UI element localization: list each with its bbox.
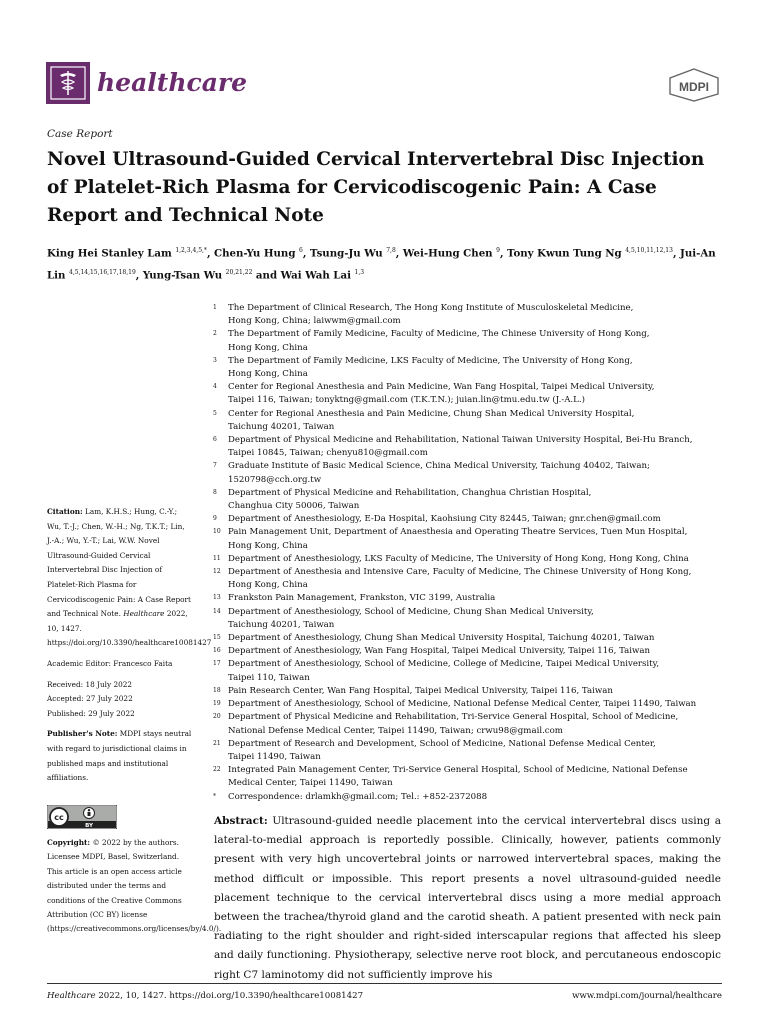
affiliation-line: Department of Anesthesiology, Wan Fang Hospital, Taipei Medical University, Taipei 116, Taiwan xyxy=(228,646,651,657)
citation-doi[interactable]: 2022, 10, 1427. https://doi.org/10.3390/healthcare10081427 xyxy=(47,609,212,648)
footer-journal: Healthcare xyxy=(47,991,96,1001)
author-name: Tony Kwun Tung Ng xyxy=(507,247,622,260)
affiliation-number: 18 xyxy=(213,686,221,694)
affiliation-item xyxy=(213,355,728,381)
affiliation-item xyxy=(213,606,728,632)
affiliation-line: Medical Center, Taipei 11490, Taiwan xyxy=(228,778,393,789)
affiliation-item xyxy=(213,658,728,684)
affiliation-line: Taichung 40201, Taiwan xyxy=(228,619,335,630)
citation-label: Citation: xyxy=(47,507,83,516)
affiliation-item xyxy=(213,526,728,552)
author-name: Wai Wah Lai xyxy=(280,269,351,282)
abstract-label: Abstract: xyxy=(214,815,268,827)
accepted-date: Accepted: 27 July 2022 xyxy=(47,694,133,704)
author-name: Jui-An Lin xyxy=(47,247,716,282)
affiliation-line: Hong Kong, China xyxy=(228,369,308,380)
affiliation-number: 3 xyxy=(213,356,217,364)
affiliation-item xyxy=(213,764,728,790)
affiliation-item xyxy=(213,513,728,526)
citation-text: Lam, K.H.S.; Hung, C.-Y.; Wu, T.-J.; Chen, W.-H.; Ng, T.K.T.; Lin, J.-A.; Wu, Y.-T.; Lai, W.W. Novel Ultrasound-Guided Cervical Intervertebral Disc Injection of Platelet-Rich Plasma for Cervicodiscogenic Pain: A Case Report and Technical Note. xyxy=(47,507,191,619)
affiliation-item xyxy=(213,791,728,804)
received-date: Received: 18 July 2022 xyxy=(47,679,133,689)
affiliation-item xyxy=(213,460,728,486)
abstract-text: Ultrasound-guided needle placement into the cervical intervertebral discs using a lateral-to-medial approach is reportedly possible. Clinically, however, patients commonly present with very high uncovertebral joints or narrowed intervertebral spaces, making the method difficult or impossible. This report presents a novel ultrasound-guided needle placement technique to the cervical intervertebral discs using a more medial approach between the trachea/thyroid gland and the carotid sheath. A patient presented with neck pain radiating to the right shoulder and right-sided interscapular regions that affected his sleep and daily functioning. Physiotherapy, selective nerve root block, and percutaneous endoscopic right C7 laminotomy did not sufficiently improve his xyxy=(214,815,721,981)
affiliation-line: The Department of Clinical Research, The Hong Kong Institute of Musculoskeletal Medicine, xyxy=(228,303,634,313)
affiliation-number: 8 xyxy=(213,488,217,496)
author-affiliation-marks: 4,5,10,11,12,13 xyxy=(625,247,673,254)
academic-editor: Academic Editor: Francesco Faita xyxy=(47,658,173,668)
affiliation-item xyxy=(213,328,728,354)
author-name: Tsung-Ju Wu xyxy=(309,247,383,260)
footer-journal-url[interactable]: www.mdpi.com/journal/healthcare xyxy=(572,991,722,1001)
affiliation-line: National Defense Medical Center, Taipei 11490, Taiwan; crwu98@gmail.com xyxy=(228,725,563,736)
author-name: King Hei Stanley Lam xyxy=(47,247,172,260)
affiliation-line: Taipei 110, Taiwan xyxy=(228,672,310,683)
affiliation-number: 9 xyxy=(213,515,217,523)
affiliation-line: Changhua City 50006, Taiwan xyxy=(228,501,360,512)
affiliation-line: 1520798@cch.org.tw xyxy=(228,474,322,485)
affiliation-number: 12 xyxy=(213,568,221,576)
affiliation-number: 14 xyxy=(213,607,221,615)
copyright-label: Copyright: xyxy=(47,838,91,847)
affiliation-line: Department of Anesthesiology, School of Medicine, National Defense Medical Center, Taipei 11490, Taiwan xyxy=(228,699,697,710)
affiliation-line: The Department of Family Medicine, LKS Faculty of Medicine, The University of Hong Kong, xyxy=(228,355,633,366)
publisher-note xyxy=(47,727,193,785)
affiliation-line: Integrated Pain Management Center, Tri-Service General Hospital, School of Medicine, National Defense xyxy=(228,765,688,776)
author-list: King Hei Stanley Lam $^{1,2,3,4,5,*}$, Chen-Yu Hung $^6$, Tsung-Ju Wu $^{7,8}$, Wei-Hung Chen $^9$, Tony Kwun Tung Ng $^{4,5,10,11,12,13}$, Jui-An Lin $^{4,5,14,15,16,17,18,19}$, Yung-Tsan Wu $^{20,21,22}$ and Wai Wah Lai $^{1,3}$ xyxy=(47,247,716,282)
author-affiliation-marks: 20,21,22 xyxy=(225,269,253,277)
author-affiliation-marks: 6 xyxy=(299,247,303,254)
affiliation-item xyxy=(213,738,728,764)
affiliation-number: 1 xyxy=(213,304,217,311)
affiliation-number: 6 xyxy=(213,436,217,444)
author-affiliation-marks: 1,2,3,4,5,* xyxy=(175,247,207,254)
citation-journal: Healthcare xyxy=(123,609,165,619)
affiliation-number: 10 xyxy=(213,528,221,536)
publisher-note-label: Publisher's Note: xyxy=(47,729,118,739)
cc-by-label: BY xyxy=(85,823,93,829)
abstract xyxy=(214,812,721,985)
affiliation-number: 7 xyxy=(213,462,217,470)
affiliation-item xyxy=(213,685,728,698)
affiliation-item xyxy=(213,698,728,711)
author-name: Chen-Yu Hung xyxy=(214,247,296,260)
article-sidebar xyxy=(47,505,212,792)
affiliation-line: Taipei 116, Taiwan; tonyktng@gmail.com (T.K.T.N.); juian.lin@tmu.edu.tw (J.-A.L.) xyxy=(228,395,585,406)
affiliation-item xyxy=(213,553,728,566)
affiliation-number: 15 xyxy=(213,634,221,642)
affiliation-number: 19 xyxy=(213,700,221,708)
affiliation-number: 21 xyxy=(213,739,221,747)
author-affiliation-marks: 7,8 xyxy=(386,247,396,254)
citation-block xyxy=(47,505,212,651)
author-name: Yung-Tsan Wu xyxy=(142,269,223,282)
affiliation-item xyxy=(213,381,728,407)
published-date: Published: 29 July 2022 xyxy=(47,708,135,718)
publisher-note-text: MDPI stays neutral with regard to jurisdictional claims in published maps and institutional affiliations. xyxy=(47,729,192,783)
affiliation-line: Correspondence: drlamkh@gmail.com; Tel.: +852-2372088 xyxy=(228,791,488,802)
copyright-notice xyxy=(47,836,222,937)
affiliation-number: 16 xyxy=(213,647,221,655)
affiliation-line: Department of Physical Medicine and Rehabilitation, Changhua Christian Hospital, xyxy=(228,487,592,498)
affiliation-item xyxy=(213,645,728,658)
publisher-name: MDPI xyxy=(679,80,709,94)
affiliation-line: Department of Anesthesiology, School of Medicine, College of Medicine, Taipei Medical University, xyxy=(228,659,660,670)
affiliation-number: 4 xyxy=(213,383,217,391)
affiliation-item xyxy=(213,487,728,513)
article-type: Case Report xyxy=(47,128,113,140)
footer-citation-text[interactable]: 2022, 10, 1427. https://doi.org/10.3390/healthcare10081427 xyxy=(98,991,364,1001)
affiliation-line: Hong Kong, China xyxy=(228,540,308,551)
affiliation-line: Hong Kong, China xyxy=(228,342,308,353)
affiliation-item xyxy=(213,632,728,645)
affiliation-item xyxy=(213,711,728,737)
journal-logo-icon xyxy=(46,62,90,104)
affiliation-line: The Department of Family Medicine, Faculty of Medicine, The Chinese University of Hong Kong, xyxy=(228,329,650,340)
affiliation-line: Hong Kong, China; laiwwm@gmail.com xyxy=(228,316,401,327)
affiliation-line: Graduate Institute of Basic Medical Science, China Medical University, Taichung 40402, Taiwan; xyxy=(228,461,650,472)
journal-name: healthcare xyxy=(97,68,247,97)
footer-divider xyxy=(47,983,722,984)
affiliation-number: 5 xyxy=(213,409,217,417)
affiliation-line: Frankston Pain Management, Frankston, VIC 3199, Australia xyxy=(228,593,496,604)
affiliation-number: 20 xyxy=(213,713,221,721)
affiliation-line: Department of Anesthesiology, School of Medicine, Chung Shan Medical University, xyxy=(228,606,594,617)
copyright-text: © 2022 by the authors. Licensee MDPI, Basel, Switzerland. This article is an open access article distributed under the terms and conditions of the Creative Commons Attribution (CC BY) license (https://creativecommons.org/licenses/by/4.0/). xyxy=(47,838,222,934)
author-affiliation-marks: 4,5,14,15,16,17,18,19 xyxy=(69,269,136,277)
affiliation-line: Pain Management Unit, Department of Anaesthesia and Operating Theatre Services, Tuen Mun Hospital, xyxy=(228,527,688,538)
affiliation-number: 13 xyxy=(213,594,221,602)
affiliation-number: 11 xyxy=(213,554,221,562)
affiliation-item xyxy=(213,302,728,328)
affiliation-number: 17 xyxy=(213,660,221,668)
affiliation-line: Department of Anesthesiology, Chung Shan Medical University Hospital, Taichung 40201, Taiwan xyxy=(228,633,655,644)
author-affiliation-marks: 9 xyxy=(496,247,500,254)
publisher-logo xyxy=(666,68,722,102)
affiliation-line: Hong Kong, China xyxy=(228,580,308,591)
affiliation-line: Department of Research and Development, School of Medicine, National Defense Medical Center, xyxy=(228,738,656,749)
author-affiliation-marks: 1,3 xyxy=(354,269,365,277)
affiliation-line: Pain Research Center, Wan Fang Hospital, Taipei Medical University, Taipei 116, Taiwan xyxy=(228,685,613,696)
affiliation-line: Center for Regional Anesthesia and Pain Medicine, Wan Fang Hospital, Taipei Medical University, xyxy=(228,382,655,393)
affiliation-line: Department of Physical Medicine and Rehabilitation, National Taiwan University Hospital, Bei-Hu Branch, xyxy=(228,435,693,446)
affiliation-item xyxy=(213,566,728,592)
affiliation-item xyxy=(213,434,728,460)
affiliation-list xyxy=(213,302,728,804)
affiliation-line: Department of Physical Medicine and Rehabilitation, Tri-Service General Hospital, School of Medicine, xyxy=(228,712,679,723)
affiliation-line: Center for Regional Anesthesia and Pain Medicine, Chung Shan Medical University Hospital, xyxy=(228,408,635,419)
author-name: Wei-Hung Chen xyxy=(402,247,493,260)
cc-by-license-icon[interactable] xyxy=(47,805,117,829)
affiliation-line: Department of Anesthesiology, LKS Faculty of Medicine, The University of Hong Kong, Hong Kong, China xyxy=(228,553,689,564)
affiliation-line: Department of Anesthesia and Intensive Care, Faculty of Medicine, The Chinese University of Hong Kong, xyxy=(228,567,692,578)
footer-citation xyxy=(47,991,363,1001)
affiliation-line: Department of Anesthesiology, E-Da Hospital, Kaohsiung City 82445, Taiwan; gnr.chen@gmail.com xyxy=(228,514,661,525)
affiliation-line: Taipei 10845, Taiwan; chenyu810@gmail.com xyxy=(228,448,428,459)
affiliation-line: Taichung 40201, Taiwan xyxy=(228,421,335,432)
affiliation-item xyxy=(213,592,728,605)
svg-text:cc: cc xyxy=(54,813,64,822)
affiliation-item xyxy=(213,408,728,434)
affiliation-number: 22 xyxy=(213,766,221,774)
affiliation-number: 2 xyxy=(213,330,217,338)
article-title: Novel Ultrasound-Guided Cervical Intervertebral Disc Injection of Platelet-Rich Plasma for Cervicodiscogenic Pain: A Case Report and Technical Note xyxy=(47,149,705,226)
affiliation-number: * xyxy=(213,792,216,800)
affiliation-line: Taipei 11490, Taiwan xyxy=(228,751,321,762)
